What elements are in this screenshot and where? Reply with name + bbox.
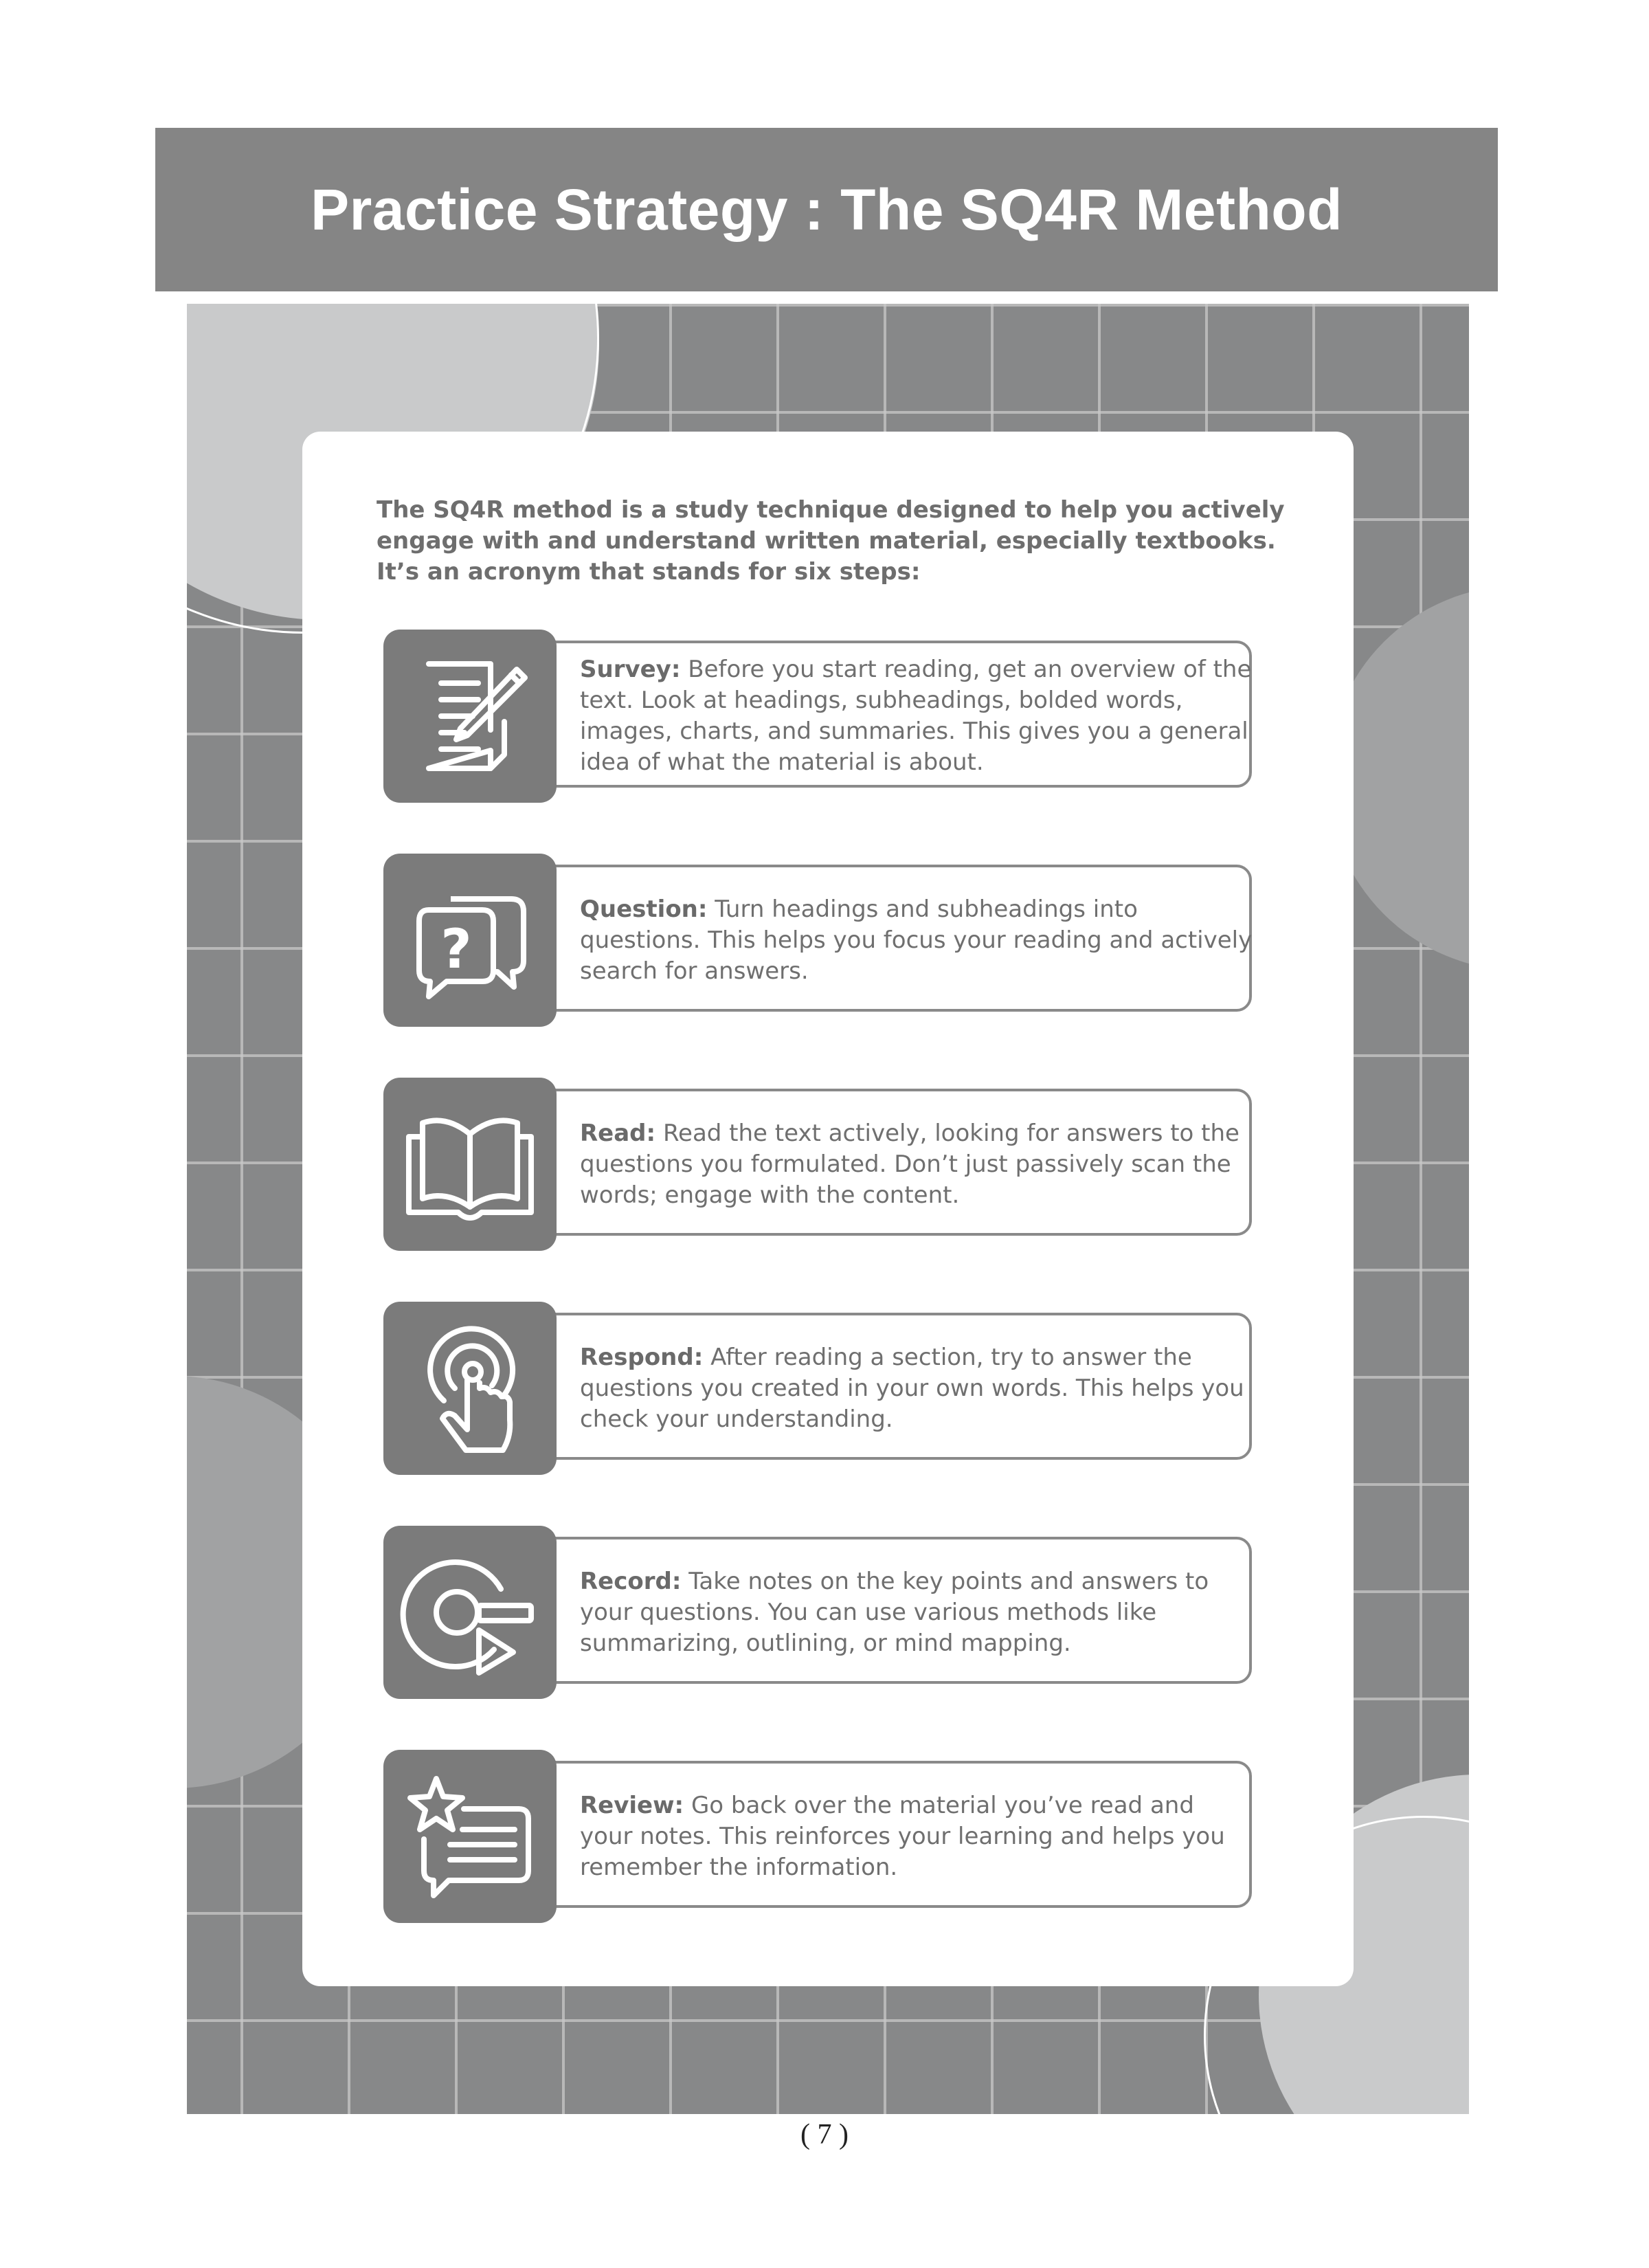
content-card: [302, 432, 1354, 1986]
step-read-text: [580, 1078, 1253, 1251]
page-number: ( 7 ): [800, 2119, 849, 2150]
open-book-icon: [398, 1096, 542, 1233]
step-read: [383, 1078, 1256, 1251]
title-banner: [155, 128, 1498, 291]
step-record-description: Take notes on the key points and answers to your questions. You can use various methods like summarizing, outlining, or mind mapping.: [580, 1567, 1209, 1657]
step-survey-term: Survey:: [580, 656, 681, 683]
step-record-icon-tile: [383, 1526, 557, 1699]
step-record-term: Record:: [580, 1567, 682, 1595]
step-review-term: Review:: [580, 1791, 684, 1819]
step-respond-text: [580, 1302, 1253, 1475]
step-survey-text: [580, 630, 1253, 803]
step-respond-icon-tile: [383, 1302, 557, 1475]
step-respond-term: Respond:: [580, 1343, 704, 1371]
step-survey-icon-tile: [383, 630, 557, 803]
step-respond: [383, 1302, 1256, 1475]
step-record-text: [580, 1526, 1253, 1699]
step-survey-description: Before you start reading, get an overview of the text. Look at headings, subheadings, bolded words, images, charts, and summaries. This gives you a general idea of what the material is about.: [580, 656, 1252, 776]
step-review-icon-tile: [383, 1750, 557, 1923]
step-question: [383, 854, 1256, 1027]
intro-paragraph: The SQ4R method is a study technique designed to help you actively engage with and understand written material, especially textbooks. It’s an acronym that stands for six steps:: [377, 496, 1285, 586]
step-review: [383, 1750, 1256, 1923]
touch-hand-icon: [401, 1320, 539, 1457]
star-review-message-icon: [398, 1768, 542, 1905]
svg-text:?: ?: [440, 919, 472, 981]
step-read-term: Read:: [580, 1119, 656, 1147]
step-record: [383, 1526, 1256, 1699]
step-review-description: Go back over the material you’ve read and your notes. This reinforces your learning and helps you remember the information.: [580, 1791, 1225, 1881]
step-question-text: [580, 854, 1253, 1027]
record-disc-play-icon: [398, 1544, 542, 1681]
question-speech-bubbles-icon: [401, 871, 539, 1009]
step-respond-description: After reading a section, try to answer the questions you created in your own words. This helps you check your understanding.: [580, 1343, 1244, 1433]
step-question-description: Turn headings and subheadings into questions. This helps you focus your reading and actively search for answers.: [580, 895, 1253, 985]
step-question-term: Question:: [580, 895, 708, 923]
page-title: Practice Strategy : The SQ4R Method: [311, 177, 1343, 242]
step-read-icon-tile: [383, 1078, 557, 1251]
step-review-text: [580, 1750, 1253, 1923]
step-question-icon-tile: [383, 854, 557, 1027]
step-read-description: Read the text actively, looking for answers to the questions you formulated. Don’t just passively scan the words; engage with the content.: [580, 1119, 1239, 1209]
step-survey: [383, 630, 1256, 803]
document-pencil-icon: [401, 647, 539, 785]
